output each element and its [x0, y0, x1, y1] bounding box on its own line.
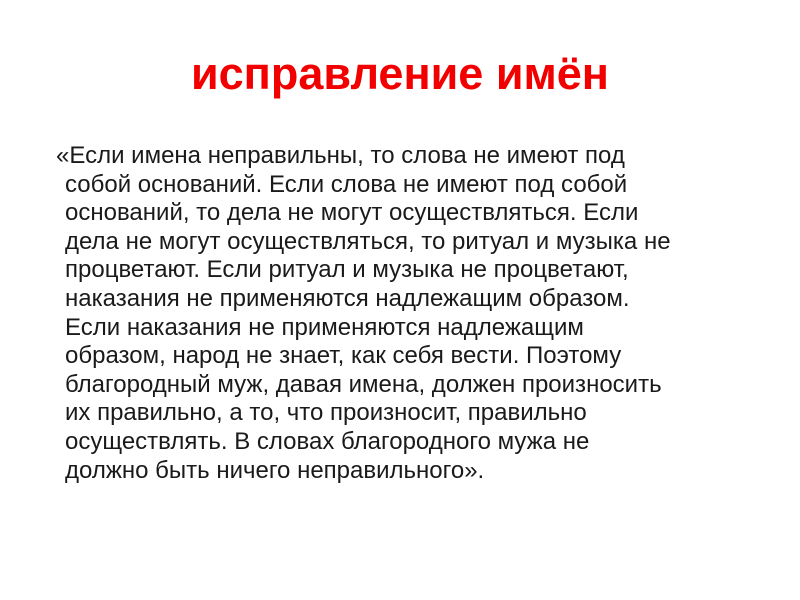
slide-body-text	[56, 142, 770, 485]
body-line: благородный муж, давая имена, должен произносить	[65, 370, 662, 398]
body-line: собой оснований. Если слова не имеют под собой	[65, 170, 628, 198]
body-line: дела не могут осуществляться, то ритуал и музыка не	[65, 227, 671, 255]
body-line: должно быть ничего неправильного».	[65, 456, 485, 484]
body-line: Если наказания не применяются надлежащим	[65, 313, 584, 341]
body-line: наказания не применяются надлежащим образом.	[65, 284, 630, 312]
body-line: их правильно, а то, что произносит, правильно	[65, 399, 587, 427]
body-line: процветают. Если ритуал и музыка не процветают,	[65, 256, 629, 284]
slide-title: исправление имён	[190, 48, 609, 99]
body-line: осуществлять. В словах благородного мужа не	[65, 427, 590, 455]
body-line: «Если имена неправильны, то слова не имеют под	[56, 142, 625, 169]
body-line: оснований, то дела не могут осуществляться. Если	[65, 199, 639, 227]
body-line: образом, народ не знает, как себя вести. Поэтому	[65, 342, 622, 370]
